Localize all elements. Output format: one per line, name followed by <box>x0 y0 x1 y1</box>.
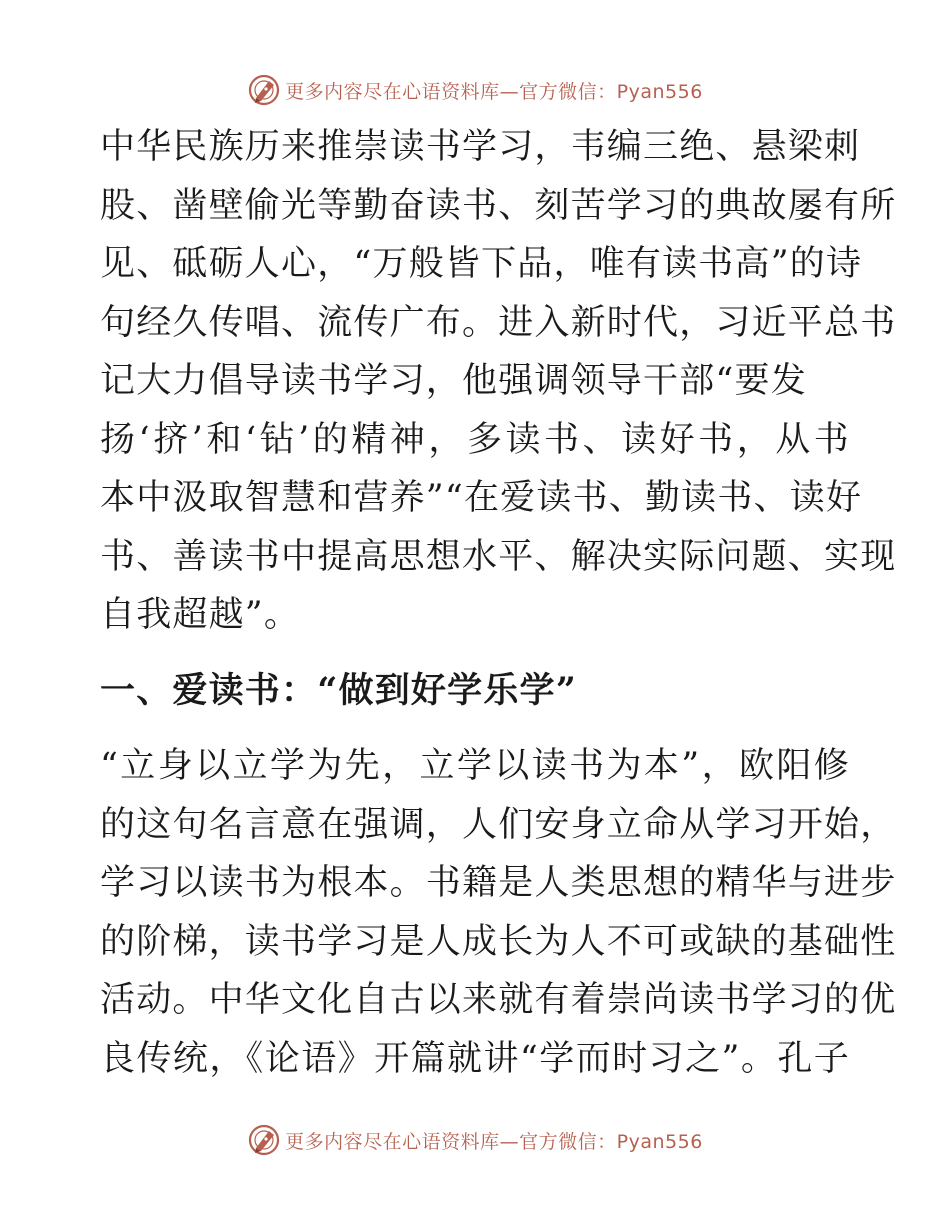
text-line: 学习以读书为根本。书籍是人类思想的精华与进步 <box>100 863 897 903</box>
footer-banner <box>0 1120 950 1160</box>
text-line: 本中汲取智慧和营养”“在爱读书、勤读书、读好 <box>100 478 863 518</box>
header-banner-text: 更多内容尽在心语资料库—官方微信：Pyan556 <box>285 80 703 103</box>
paragraph-section-one <box>100 737 897 1088</box>
text-line: 活动。中华文化自古以来就有着崇尚读书学习的优 <box>100 980 897 1020</box>
text-line: 良传统，《论语》开篇就讲“学而时习之”。孔子 <box>100 1038 850 1079</box>
text-line: “立身以立学为先，立学以读书为本”，欧阳修 <box>100 746 850 786</box>
text-line: 股、凿壁偷光等勤奋读书、刻苦学习的典故屡有所 <box>100 185 897 226</box>
text-line: 自我超越”。 <box>100 595 301 635</box>
text-line: 扬‘挤’和‘钻’的精神，多读书、读好书，从书 <box>100 419 850 460</box>
text-line: 句经久传唱、流传广布。进入新时代，习近平总书 <box>100 302 897 343</box>
section-heading <box>100 662 850 721</box>
pen-nib-logo-icon <box>247 73 281 107</box>
pen-nib-logo-icon <box>247 1123 281 1157</box>
header-banner <box>0 70 950 110</box>
paragraph-intro <box>100 118 897 645</box>
text-line: 的阶梯，读书学习是人成长为人不可或缺的基础性 <box>100 921 897 962</box>
section-heading-text: 一、爱读书：“做到好学乐学” <box>100 669 578 711</box>
text-line: 见、砥砺人心，“万般皆下品，唯有读书高”的诗 <box>100 244 863 284</box>
text-line: 中华民族历来推崇读书学习，韦编三绝、悬梁刺 <box>100 127 861 167</box>
text-line: 书、善读书中提高思想水平、解决实际问题、实现 <box>100 536 897 577</box>
footer-banner-text: 更多内容尽在心语资料库—官方微信：Pyan556 <box>285 1130 703 1153</box>
text-line: 的这句名言意在强调，人们安身立命从学习开始， <box>100 804 897 845</box>
document-body <box>100 118 897 1088</box>
text-line: 记大力倡导读书学习，他强调领导干部“要发 <box>100 361 807 401</box>
